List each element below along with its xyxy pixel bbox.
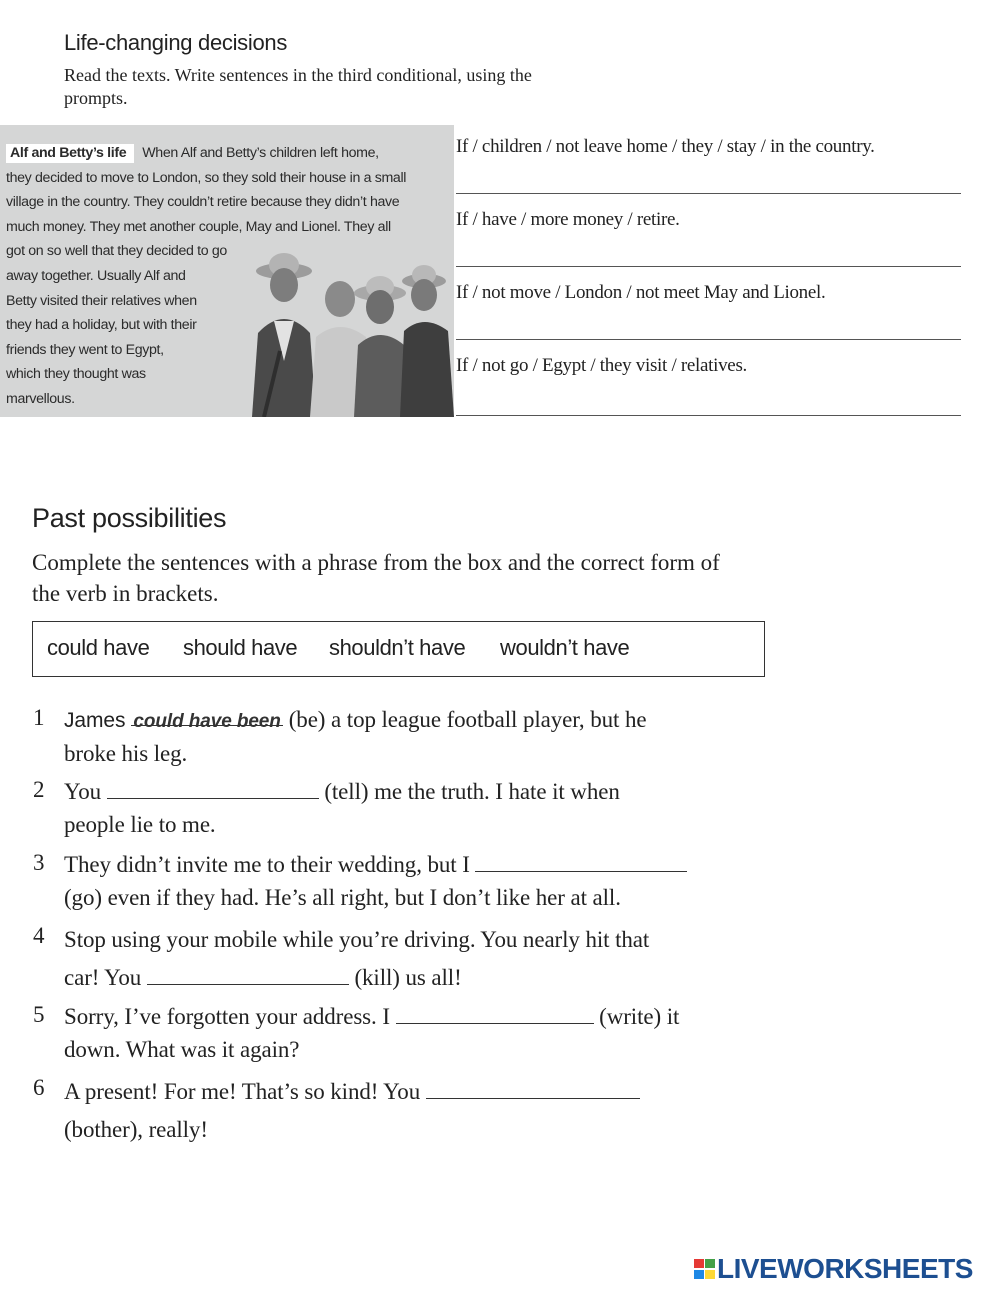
section-instruction: Read the texts. Write sentences in the third conditional, using the prompts.	[64, 65, 532, 108]
story-line: village in the country. They couldn’t retire because they didn’t have	[6, 194, 400, 211]
answer-line-3[interactable]	[456, 339, 961, 340]
prompt-1: If / children / not leave home / they / stay / in the country.	[456, 136, 875, 157]
answer-blank-5[interactable]	[396, 1001, 594, 1024]
section-title-life-changing: Life-changing decisions	[64, 30, 288, 55]
prompt-2: If / have / more money / retire.	[456, 209, 680, 230]
story-line: they decided to move to London, so they sold their house in a small	[6, 169, 407, 186]
item-text: (write) it	[593, 1004, 680, 1029]
item-1	[64, 703, 764, 770]
item-text: They didn’t invite me to their wedding, but I	[64, 852, 476, 877]
item-4	[64, 921, 764, 997]
item-text: (be) a top league football player, but he	[283, 707, 647, 732]
brand-name: LIVEWORKSHEETS	[717, 1253, 973, 1284]
answer-blank-6[interactable]	[426, 1076, 640, 1099]
item-2	[64, 775, 764, 841]
story-line: away together. Usually Alf and	[6, 267, 186, 284]
item-text: Stop using your mobile while you’re driving. You nearly hit that	[64, 927, 650, 952]
item-5	[64, 1000, 764, 1066]
prompt-3: If / not move / London / not meet May and Lionel.	[456, 282, 826, 303]
story-text	[6, 141, 452, 412]
story-heading: Alf and Betty’s life	[6, 144, 134, 163]
story-line: Betty visited their relatives when	[6, 292, 197, 309]
story-panel	[0, 125, 454, 417]
item-number: 5	[33, 1002, 45, 1027]
item-text: James	[64, 709, 132, 732]
item-number: 4	[33, 923, 45, 948]
item-text: You	[64, 779, 107, 804]
story-line: got on so well that they decided to go	[6, 243, 227, 260]
section-instruction: Complete the sentences with a phrase from the box and the correct form of the verb in brackets.	[32, 550, 720, 606]
answer-line-2[interactable]	[456, 266, 961, 267]
item-text: people lie to me.	[64, 812, 216, 837]
phrase-wouldnt-have: wouldn’t have	[500, 635, 630, 660]
phrase-shouldnt-have: shouldn’t have	[329, 635, 466, 660]
item-text: Sorry, I’ve forgotten your address. I	[64, 1004, 396, 1029]
phrase-should-have: should have	[183, 635, 298, 660]
item-number: 3	[33, 850, 45, 875]
item-text: (bother), really!	[64, 1117, 208, 1142]
item-number: 6	[33, 1075, 45, 1100]
item-text: A present! For me! That’s so kind! You	[64, 1079, 426, 1104]
item-number: 1	[33, 705, 45, 730]
answer-blank-3[interactable]	[475, 849, 687, 872]
story-line: which they thought was	[6, 366, 146, 383]
prompt-4: If / not go / Egypt / they visit / relatives.	[456, 355, 747, 376]
item-text: (kill) us all!	[348, 965, 462, 990]
answer-blank-1[interactable]	[131, 703, 283, 732]
item-3	[64, 848, 764, 914]
phrase-could-have: could have	[47, 635, 150, 660]
story-line: When Alf and Betty’s children left home,	[142, 145, 379, 161]
item-text: down. What was it again?	[64, 1037, 300, 1062]
phrase-box	[32, 621, 765, 677]
answer-blank-2[interactable]	[107, 776, 319, 799]
item-text: (go) even if they had. He’s all right, but I don’t like her at all.	[64, 885, 621, 910]
item-text: car! You	[64, 965, 147, 990]
answer-line-4[interactable]	[456, 415, 961, 416]
answer-line-1[interactable]	[456, 193, 961, 194]
liveworksheets-logo-icon	[693, 1258, 717, 1280]
story-line: they had a holiday, but with their	[6, 317, 197, 334]
story-line: much money. They met another couple, May and Lionel. They all	[6, 218, 391, 235]
example-answer: could have been	[133, 711, 281, 732]
item-number: 2	[33, 777, 45, 802]
section-title-past-possibilities: Past possibilities	[32, 503, 227, 533]
item-text: broke his leg.	[64, 741, 188, 766]
story-line: marvellous.	[6, 390, 75, 407]
item-text: (tell) me the truth. I hate it when	[318, 779, 620, 804]
item-6	[64, 1073, 764, 1149]
story-line: friends they went to Egypt,	[6, 341, 164, 358]
answer-blank-4[interactable]	[147, 962, 349, 985]
